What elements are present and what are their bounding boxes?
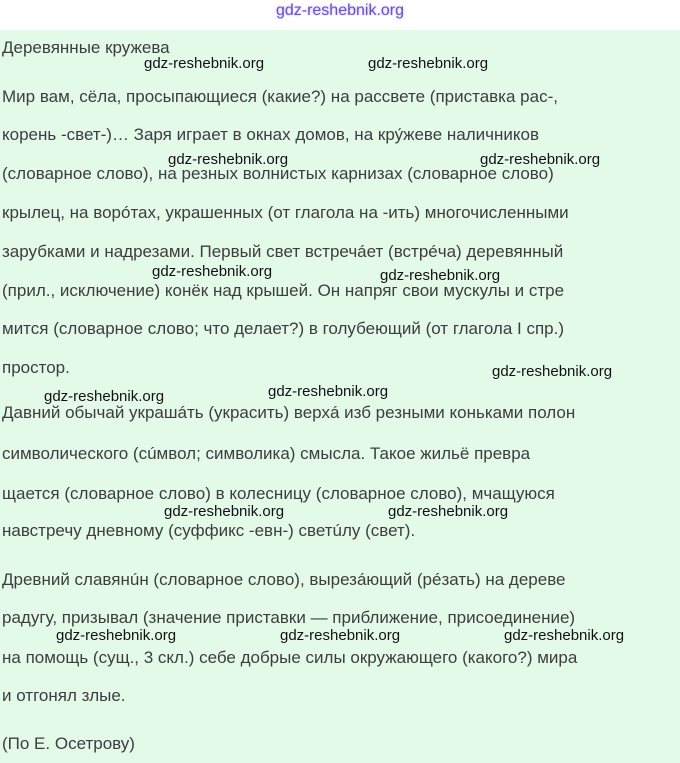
text-line: символического (сúмвол; символика) смысла. Такое жильё превра [2, 444, 531, 463]
text-line: корень -свет-)… Заря играет в окнах домов, на кру́жеве наличников [2, 125, 540, 144]
source-attribution: (По Е. Осетрову) [2, 734, 135, 753]
watermark: gdz-reshebnik.org [280, 627, 401, 644]
text-line: зарубками и надрезами. Первый свет встречáет (встрéча) деревянный [2, 242, 564, 261]
watermark: gdz-reshebnik.org [388, 503, 509, 520]
text-line: Древний славянúн (словарное слово), вырезáющий (рéзать) на дереве [2, 570, 566, 589]
watermark: gdz-reshebnik.org [492, 363, 613, 380]
text-line: щается (словарное слово) в колесницу (словарное слово), мчащуюся [2, 484, 555, 503]
watermark: gdz-reshebnik.org [152, 263, 273, 280]
watermark: gdz-reshebnik.org [144, 55, 265, 72]
watermark: gdz-reshebnik.org [368, 55, 489, 72]
text-line: Мир вам, сёла, просыпающиеся (какие?) на рассвете (приставка рас-, [2, 87, 558, 106]
watermark: gdz-reshebnik.org [480, 151, 601, 168]
watermark: gdz-reshebnik.org [44, 388, 165, 405]
text-line: и отгонял злые. [2, 686, 126, 705]
site-banner[interactable]: gdz-reshebnik.org [275, 2, 405, 19]
watermark: gdz-reshebnik.org [380, 267, 501, 284]
text-line: крылец, на ворóтах, украшенных (от глагола на -ить) многочисленными [2, 203, 569, 222]
watermark: gdz-reshebnik.org [504, 627, 625, 644]
text-line: (словарное слово), на резных волнистых карнизах (словарное слово) [2, 164, 554, 183]
text-line: (прил., исключение) конёк над крышей. Он напряг свои мускулы и стре [2, 281, 565, 300]
top-strip [0, 0, 680, 30]
watermark: gdz-reshebnik.org [164, 503, 285, 520]
document-title: Деревянные кружева [2, 38, 170, 57]
text-line: радугу, призывал (значение приставки — приближение, присоединение) [2, 608, 576, 627]
text-line: навстречу дневному (суффикс -евн-) светúлу (свет). [2, 521, 416, 540]
text-line: Давний обычай украшáть (украсить) верхá изб резными коньками полон [2, 403, 576, 422]
watermark: gdz-reshebnik.org [168, 151, 289, 168]
text-line: мится (словарное слово; что делает?) в голубеющий (от глагола I спр.) [2, 319, 565, 338]
watermark: gdz-reshebnik.org [56, 627, 177, 644]
text-line: на помощь (сущ., 3 скл.) себе добрые силы окружающего (какого?) мира [2, 648, 578, 667]
text-line: простор. [2, 358, 70, 377]
watermark: gdz-reshebnik.org [268, 383, 389, 400]
